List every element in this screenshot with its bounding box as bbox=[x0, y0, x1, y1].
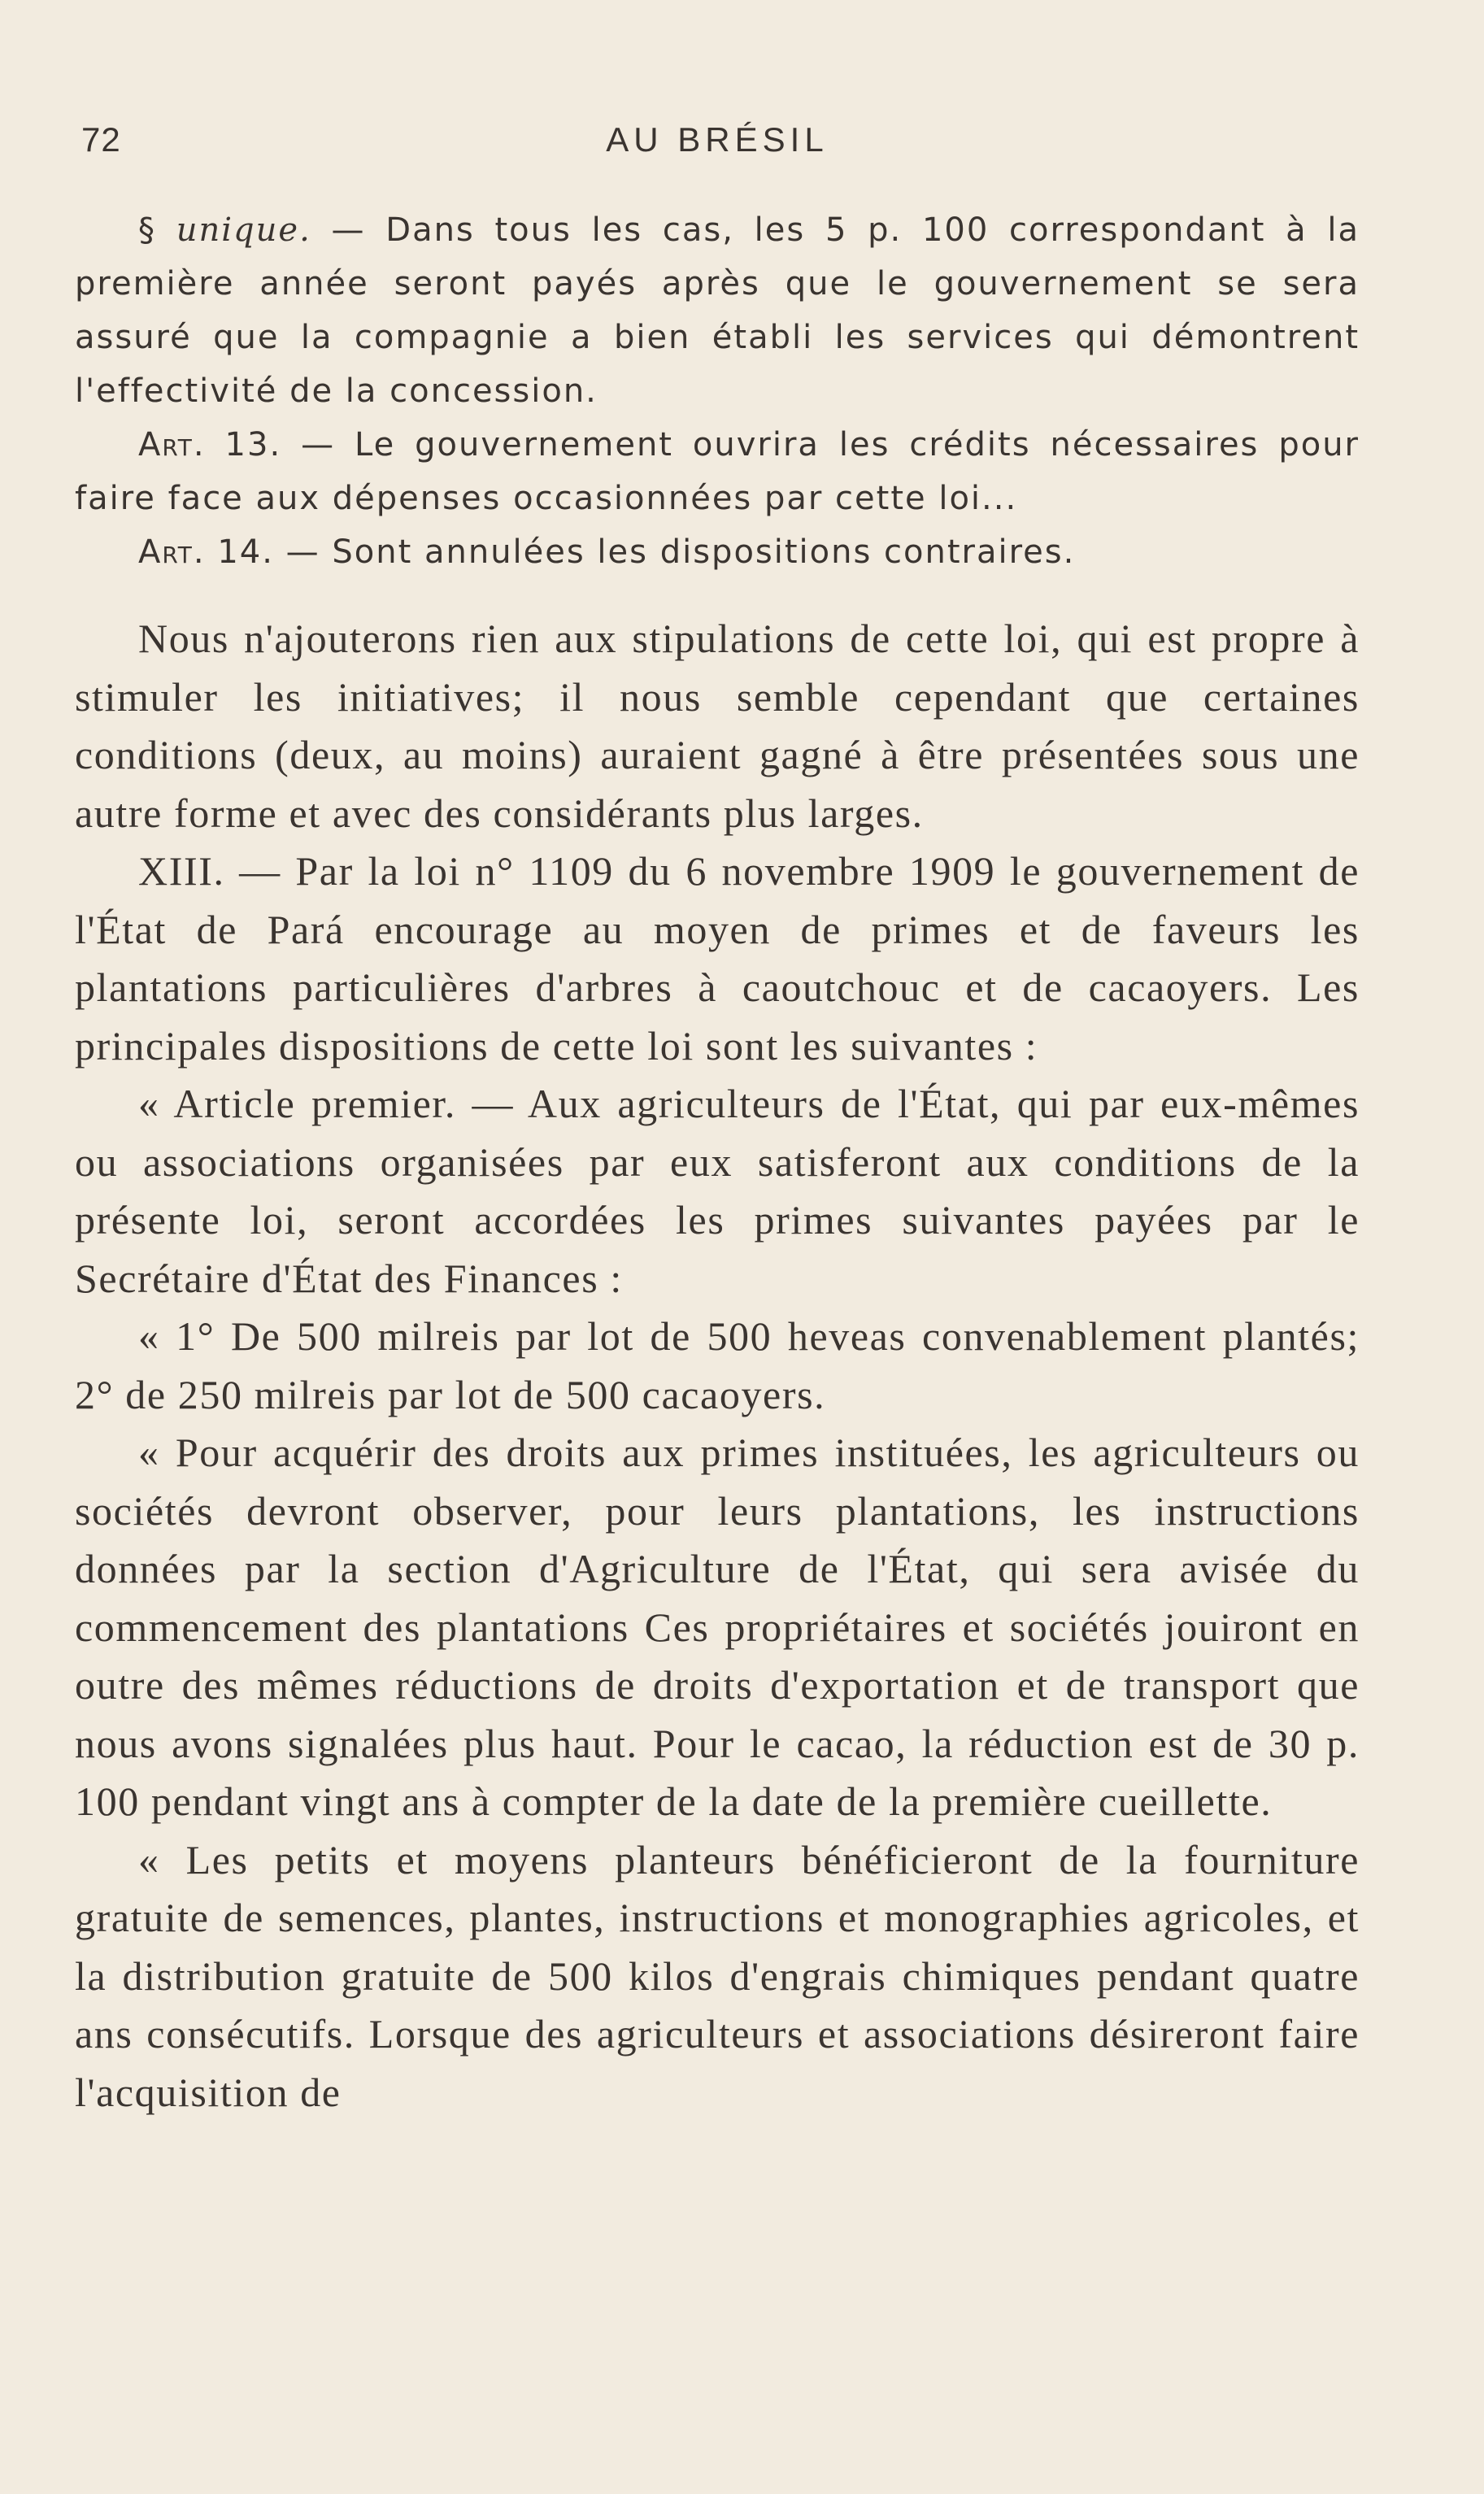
paragraph-article-premier: « Article premier. — Aux agriculteurs de l'État, qui par eux-mêmes ou associations organisées par eux satisferont aux conditions de la présente loi, seront accordées les primes suivantes payées par le Secrétaire d'État des Finances : bbox=[75, 1081, 1360, 1301]
paragraph-droits: « Pour acquérir des droits aux primes instituées, les agriculteurs ou sociétés devront observer, pour leurs plantations, les instructions données par la section d'Agriculture de l'État, qui sera avisée du commencement des plantations Ces propriétaires et sociétés jouiront en outre des mêmes réductions de droits d'exportation et de transport que nous avons signalées plus haut. Pour le cacao, la réduction est de 30 p. 100 pendant vingt ans à compter de la date de la première cueillette. bbox=[75, 1430, 1360, 1824]
page-header bbox=[75, 120, 1360, 169]
paragraph-unique bbox=[75, 203, 1360, 418]
paragraph-planteurs: « Les petits et moyens planteurs bénéficieront de la fourniture gratuite de semences, plantes, instructions et monographies agricoles, et la distribution gratuite de 500 kilos d'engrais chimiques pendant quatre ans consécutifs. Lorsque des agriculteurs et associations désireront faire l'acquisition de bbox=[75, 1836, 1360, 2115]
art-13-text: — Le gouvernement ouvrira les crédits nécessaires pour faire face aux dépenses occasionnées par cette loi... bbox=[75, 426, 1360, 517]
art-14-text: — Sont annulées les dispositions contraires. bbox=[273, 533, 1076, 571]
paragraph-xiii: XIII. — Par la loi n° 1109 du 6 novembre 1909 le gouvernement de l'État de Pará encourage au moyen de primes et de faveurs les plantations particulières d'arbres à caoutchouc et de cacaoyers. Les principales dispositions de cette loi sont les suivantes : bbox=[75, 848, 1360, 1069]
paragraph-primes: « 1° De 500 milreis par lot de 500 heveas convenablement plantés; 2° de 250 milreis par lot de 500 cacaoyers. bbox=[75, 1313, 1360, 1417]
body-text bbox=[75, 610, 1360, 2122]
law-excerpt bbox=[75, 203, 1360, 579]
paragraph-art-14 bbox=[75, 525, 1360, 579]
running-title: AU BRÉSIL bbox=[606, 120, 829, 159]
section-mark: § bbox=[138, 211, 156, 249]
unique-label: unique. bbox=[176, 211, 311, 249]
art-13-label: Art. 13. bbox=[138, 426, 282, 464]
page-number: 72 bbox=[81, 120, 121, 159]
paragraph-art-13 bbox=[75, 418, 1360, 525]
art-14-label: Art. 14. bbox=[138, 533, 274, 571]
unique-text: — Dans tous les cas, les 5 p. 100 correspondant à la première année seront payés après que le gouvernement se sera assuré que la compagnie a bien établi les services qui démontrent l'effectivité de la concession. bbox=[75, 211, 1360, 410]
paragraph-commentary: Nous n'ajouterons rien aux stipulations de cette loi, qui est propre à stimuler les initiatives; il nous semble cependant que certaines conditions (deux, au moins) auraient gagné à être présentées sous une autre forme et avec des considérants plus larges. bbox=[75, 616, 1360, 836]
